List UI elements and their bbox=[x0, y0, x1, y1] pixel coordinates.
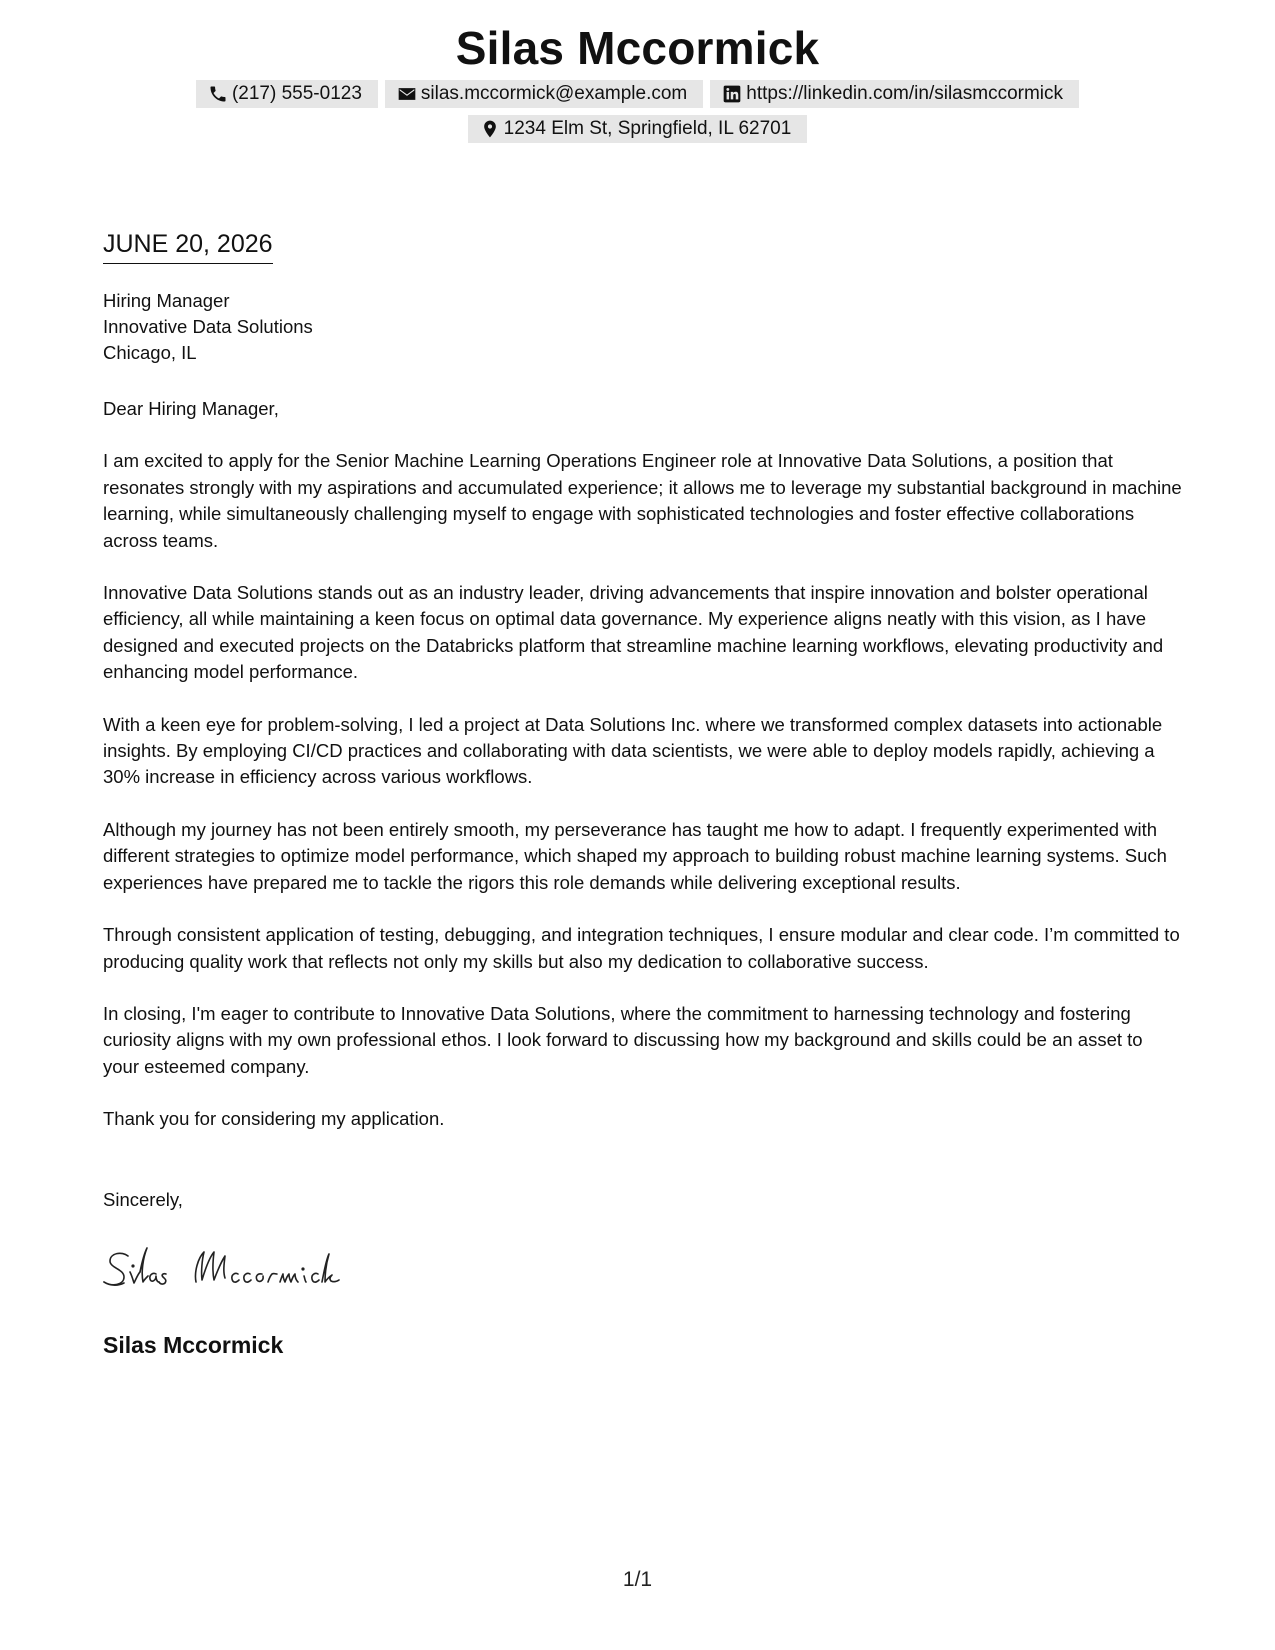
closing-text: Sincerely, bbox=[103, 1189, 183, 1210]
contact-phone bbox=[196, 80, 378, 108]
address-text: 1234 Elm St, Springfield, IL 62701 bbox=[503, 118, 792, 139]
body-paragraph: With a keen eye for problem-solving, I led a project at Data Solutions Inc. where we transformed complex datasets into actionable insights. By employing CI/CD practices and collaborating with data scientists, we were able to deploy models rapidly, achieving a 30% increase in efficiency across various workflows. bbox=[103, 713, 1163, 788]
map-pin-icon bbox=[480, 119, 500, 139]
phone-icon bbox=[208, 84, 228, 104]
body-paragraph: I am excited to apply for the Senior Machine Learning Operations Engineer role at Innovative Data Solutions, a position that resonates strongly with my aspirations and accumulated experience; it allows me to leverage my substantial background in machine learning, while simultaneously challenging myself to engage with sophisticated technologies and foster effective collaborations across teams. bbox=[103, 450, 1182, 551]
contact-email bbox=[385, 80, 703, 108]
contact-address bbox=[468, 115, 808, 143]
salutation: Dear Hiring Manager, bbox=[103, 398, 279, 419]
body-paragraph: Although my journey has not been entirely smooth, my perseverance has taught me how to adapt. I frequently experimented with different strategies to optimize model performance, which shaped my approach to building robust machine learning systems. Such experiences have prepared me to tackle the rigors this role demands while delivering exceptional results. bbox=[103, 818, 1167, 893]
body-paragraph: Innovative Data Solutions stands out as an industry leader, driving advancements that inspire innovation and bolster operational efficiency, all while maintaining a keen focus on optimal data governance. My experience aligns neatly with this vision, as I have designed and executed projects on the Databricks platform that streamline machine learning workflows, elevating productivity and enhancing model performance. bbox=[103, 582, 1164, 683]
page-number: 1/1 bbox=[622, 1568, 653, 1591]
letter-body bbox=[103, 396, 1183, 1159]
applicant-name: Silas Mccormick bbox=[455, 22, 820, 74]
signer-name: Silas Mccormick bbox=[103, 1332, 284, 1358]
letter-date: JUNE 20, 2026 bbox=[103, 229, 273, 264]
recipient-block bbox=[103, 288, 313, 366]
linkedin-icon bbox=[722, 84, 742, 104]
contact-row-primary bbox=[0, 80, 1275, 108]
email-link[interactable]: silas.mccormick@example.com bbox=[420, 83, 688, 104]
contact-linkedin bbox=[710, 80, 1079, 108]
handwritten-signature bbox=[100, 1242, 370, 1302]
phone-text: (217) 555-0123 bbox=[231, 83, 362, 104]
linkedin-link[interactable]: https://linkedin.com/in/silasmccormick bbox=[746, 83, 1064, 104]
contact-row-secondary bbox=[0, 115, 1275, 143]
recipient-location: Chicago, IL bbox=[103, 342, 197, 363]
body-paragraph: Thank you for considering my application. bbox=[103, 1108, 445, 1130]
recipient-company: Innovative Data Solutions bbox=[103, 316, 313, 337]
body-paragraph: In closing, I'm eager to contribute to Innovative Data Solutions, where the commitment to harnessing technology and fostering curiosity aligns with my own professional ethos. I look forward to discussing how my background and skills could be an asset to your esteemed company. bbox=[103, 1002, 1143, 1077]
envelope-icon bbox=[397, 84, 417, 104]
recipient-title: Hiring Manager bbox=[103, 290, 230, 311]
body-paragraph: Through consistent application of testing, debugging, and integration techniques, I ensure modular and clear code. I’m committed to producing quality work that reflects not only my skills but also my dedication to collaborative success. bbox=[103, 924, 1180, 972]
